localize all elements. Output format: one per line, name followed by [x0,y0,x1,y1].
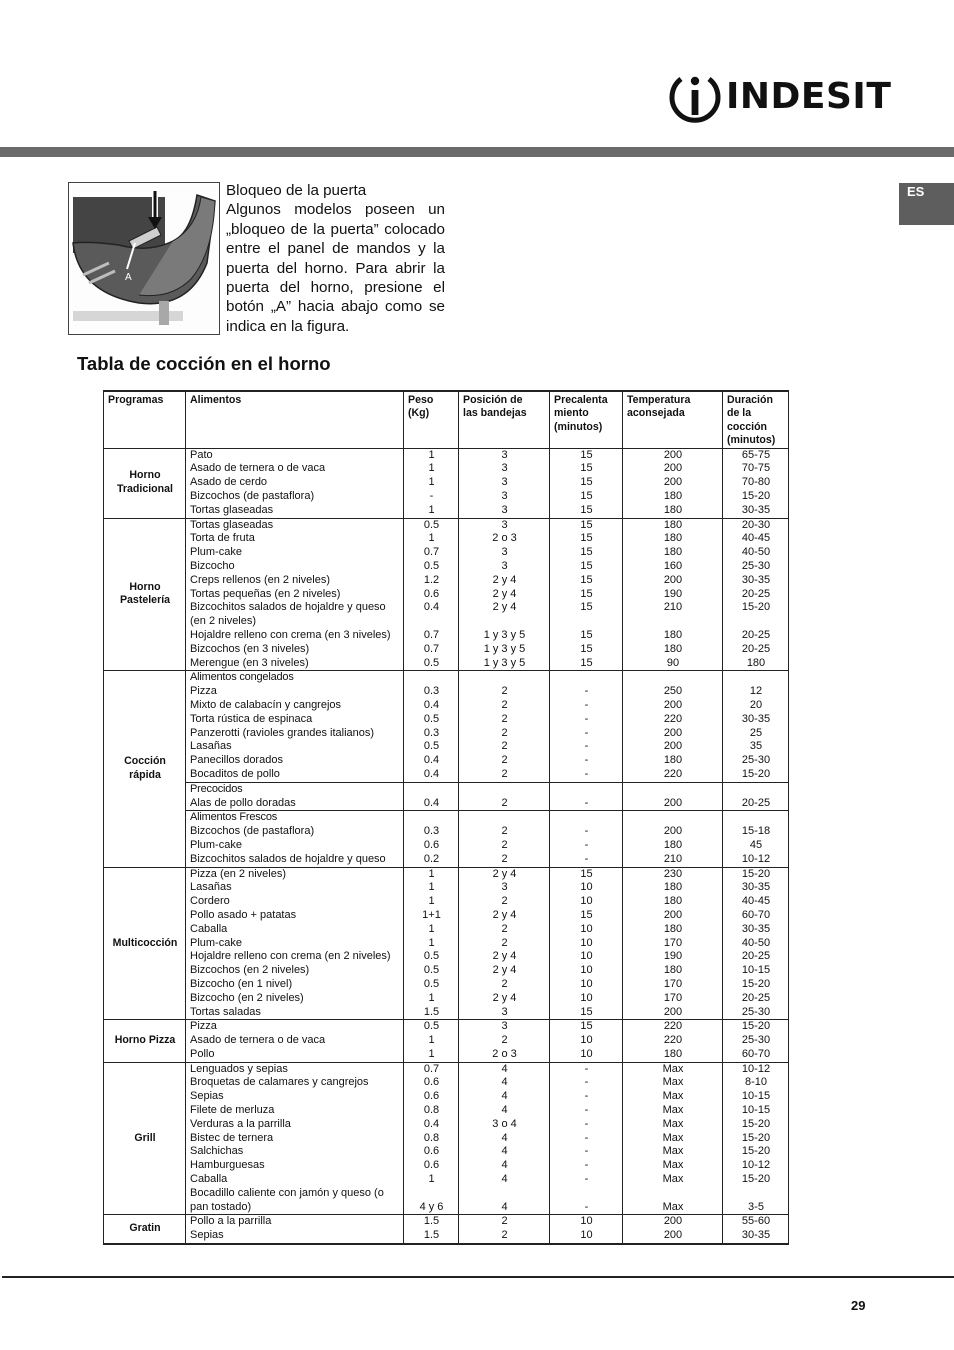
cell-foods: Lenguados y sepias Broquetas de calamares y cangrejos Sepias Filete de merluza Verduras a la parrilla Bistec de ternera Salchichas Hamburguesas Caballa Bocadillo caliente con jamón y queso (o pan tostado) [186,1062,404,1215]
door-lock-paragraph: Algunos modelos poseen un „bloqueo de la puerta” colocado entre el panel de mandos y la puerta del horno. Para abrir la puerta del horno, presione el botón „A” hacia abajo como se indica en la figura. [226,201,445,335]
cell-preheat: 15 15 15 15 15 15 15 15 15 15 [550,518,623,671]
program-name: Gratin [104,1215,186,1244]
cell-weight: 0.5 1 0.7 0.5 1.2 0.6 0.4 0.7 0.7 0.5 [404,518,459,671]
table-header-row [104,391,789,448]
cell-weight: 0.7 0.6 0.6 0.8 0.4 0.8 0.6 0.6 1 4 y 6 [404,1062,459,1215]
cell-temperature: 220 220 180 [623,1020,723,1062]
cell-preheat: - - - - - - - - - - [550,1062,623,1215]
door-lock-figure [68,182,220,335]
cell-preheat: 15 10 10 [550,1020,623,1062]
footer-rule [2,1276,954,1278]
cell-duration: 12 20 30-35 25 35 25-30 15-20 [723,671,789,782]
cell-duration: 20-30 40-45 40-50 25-30 30-35 20-25 15-20 20-25 20-25 180 [723,518,789,671]
cell-duration: 15-18 45 10-12 [723,811,789,867]
cell-weight: 0.5 1 1 [404,1020,459,1062]
cell-temperature: 250 200 220 200 200 180 220 [623,671,723,782]
cell-foods: Alimentos Frescos Bizcochos (de pastaflora) Plum-cake Bizcochitos salados de hojaldre y queso [186,811,404,867]
cell-duration: 65-75 70-75 70-80 15-20 30-35 [723,448,789,518]
cell-temperature: 200 180 210 [623,811,723,867]
cell-temperature: 230 180 180 200 180 170 190 180 170 170 200 [623,867,723,1020]
header-peso: Peso (Kg) [404,391,459,448]
table-row [104,1020,789,1062]
cell-preheat: - - - - - - - [550,671,623,782]
section-title: Tabla de cocción en el horno [77,353,331,374]
cell-weight: 0.3 0.4 0.5 0.3 0.5 0.4 0.4 [404,671,459,782]
door-lock-illustration [69,183,219,334]
program-name: Cocción rápida [104,671,186,867]
door-lock-title: Bloqueo de la puerta [226,182,367,199]
table-row [104,518,789,671]
cell-temperature: 200 200 [623,1215,723,1244]
cell-duration: 15-20 30-35 40-45 60-70 30-35 40-50 20-25 10-15 15-20 20-25 25-30 [723,867,789,1020]
header-duracion: Duración de la cocción (minutos) [723,391,789,448]
cell-weight: 1.5 1.5 [404,1215,459,1244]
cell-weight: 0.4 [404,782,459,811]
cell-temperature: 200 [623,782,723,811]
cell-foods: Pizza (en 2 niveles) Lasañas Cordero Pollo asado + patatas Caballa Plum-cake Hojaldre relleno con crema (en 2 niveles) Bizcochos (en 2 niveles) Bizcocho (en 1 nivel) Bizcocho (en 2 niveles) Tortas saladas [186,867,404,1020]
cell-duration: 15-20 25-30 60-70 [723,1020,789,1062]
header-temperatura: Temperatura aconsejada [623,391,723,448]
cell-temperature: 180 180 180 160 200 190 210 180 180 90 [623,518,723,671]
table-row [104,1215,789,1244]
cell-preheat: 10 10 [550,1215,623,1244]
table-row [104,811,789,867]
cell-preheat: 15 10 10 15 10 10 10 10 10 10 15 [550,867,623,1020]
cell-position: 2 [459,782,550,811]
cell-position: 2 2 [459,1215,550,1244]
cell-position: 4 4 4 4 3 o 4 4 4 4 4 4 [459,1062,550,1215]
door-lock-text [226,181,445,336]
cell-foods: Precocidos Alas de pollo doradas [186,782,404,811]
cell-duration: 55-60 30-35 [723,1215,789,1244]
cell-foods: Tortas glaseadas Torta de fruta Plum-cake Bizcocho Creps rellenos (en 2 niveles) Tortas pequeñas (en 2 niveles) Bizcochitos salados de hojaldre y queso (en 2 niveles) Hojaldre relleno con crema (en 3 niveles) Bizcochos (en 3 niveles) Merengue (en 3 niveles) [186,518,404,671]
cell-preheat: - [550,782,623,811]
cell-position: 3 2 2 o 3 [459,1020,550,1062]
cell-position: 3 3 3 3 3 [459,448,550,518]
table-row [104,782,789,811]
header-posicion: Posición de las bandejas [459,391,550,448]
table-row [104,448,789,518]
top-rule [0,147,954,157]
table-row [104,867,789,1020]
cell-foods: Alimentos congelados Pizza Mixto de calabacín y cangrejos Torta rústica de espinaca Panzerotti (ravioles grandes italianos) Lasañas Panecillos dorados Bocaditos de pollo [186,671,404,782]
cell-weight: 1 1 1 - 1 [404,448,459,518]
cell-position: 2 y 4 3 2 2 y 4 2 2 2 y 4 2 y 4 2 2 y 4 3 [459,867,550,1020]
cell-preheat: - - - [550,811,623,867]
cell-foods: Pato Asado de ternera o de vaca Asado de cerdo Bizcochos (de pastaflora) Tortas glaseadas [186,448,404,518]
cell-temperature: 200 200 200 180 180 [623,448,723,518]
cell-weight: 1 1 1 1+1 1 1 0.5 0.5 0.5 1 1.5 [404,867,459,1020]
program-name: Horno Pizza [104,1020,186,1062]
indesit-logo-mark-icon [668,69,722,125]
table-row [104,671,789,782]
language-tab [899,183,954,225]
cell-weight: 0.3 0.6 0.2 [404,811,459,867]
header-programas: Programas [104,391,186,448]
page-number: 29 [851,1298,866,1313]
figure-label-a: A [125,272,132,283]
header-alimentos: Alimentos [186,391,404,448]
program-name: Horno Pastelería [104,518,186,671]
program-name: Horno Tradicional [104,448,186,518]
cooking-table [103,390,789,1245]
program-name: Multicocción [104,867,186,1020]
cooking-table-body [104,448,789,1244]
language-tab-label: ES [907,184,925,199]
cell-position: 2 2 2 2 2 2 2 [459,671,550,782]
cell-position: 2 2 2 [459,811,550,867]
indesit-logo [668,66,891,128]
cell-position: 3 2 o 3 3 3 2 y 4 2 y 4 2 y 4 1 y 3 y 5 1 y 3 y 5 1 y 3 y 5 [459,518,550,671]
program-name: Grill [104,1062,186,1215]
cell-duration: 20-25 [723,782,789,811]
cell-foods: Pizza Asado de ternera o de vaca Pollo [186,1020,404,1062]
brand-name: INDESIT [726,76,892,117]
cell-temperature: Max Max Max Max Max Max Max Max Max Max [623,1062,723,1215]
cell-preheat: 15 15 15 15 15 [550,448,623,518]
header-precalentamiento: Precalenta miento (minutos) [550,391,623,448]
table-row [104,1062,789,1215]
cell-foods: Pollo a la parrilla Sepias [186,1215,404,1244]
cell-duration: 10-12 8-10 10-15 10-15 15-20 15-20 15-20 10-12 15-20 3-5 [723,1062,789,1215]
